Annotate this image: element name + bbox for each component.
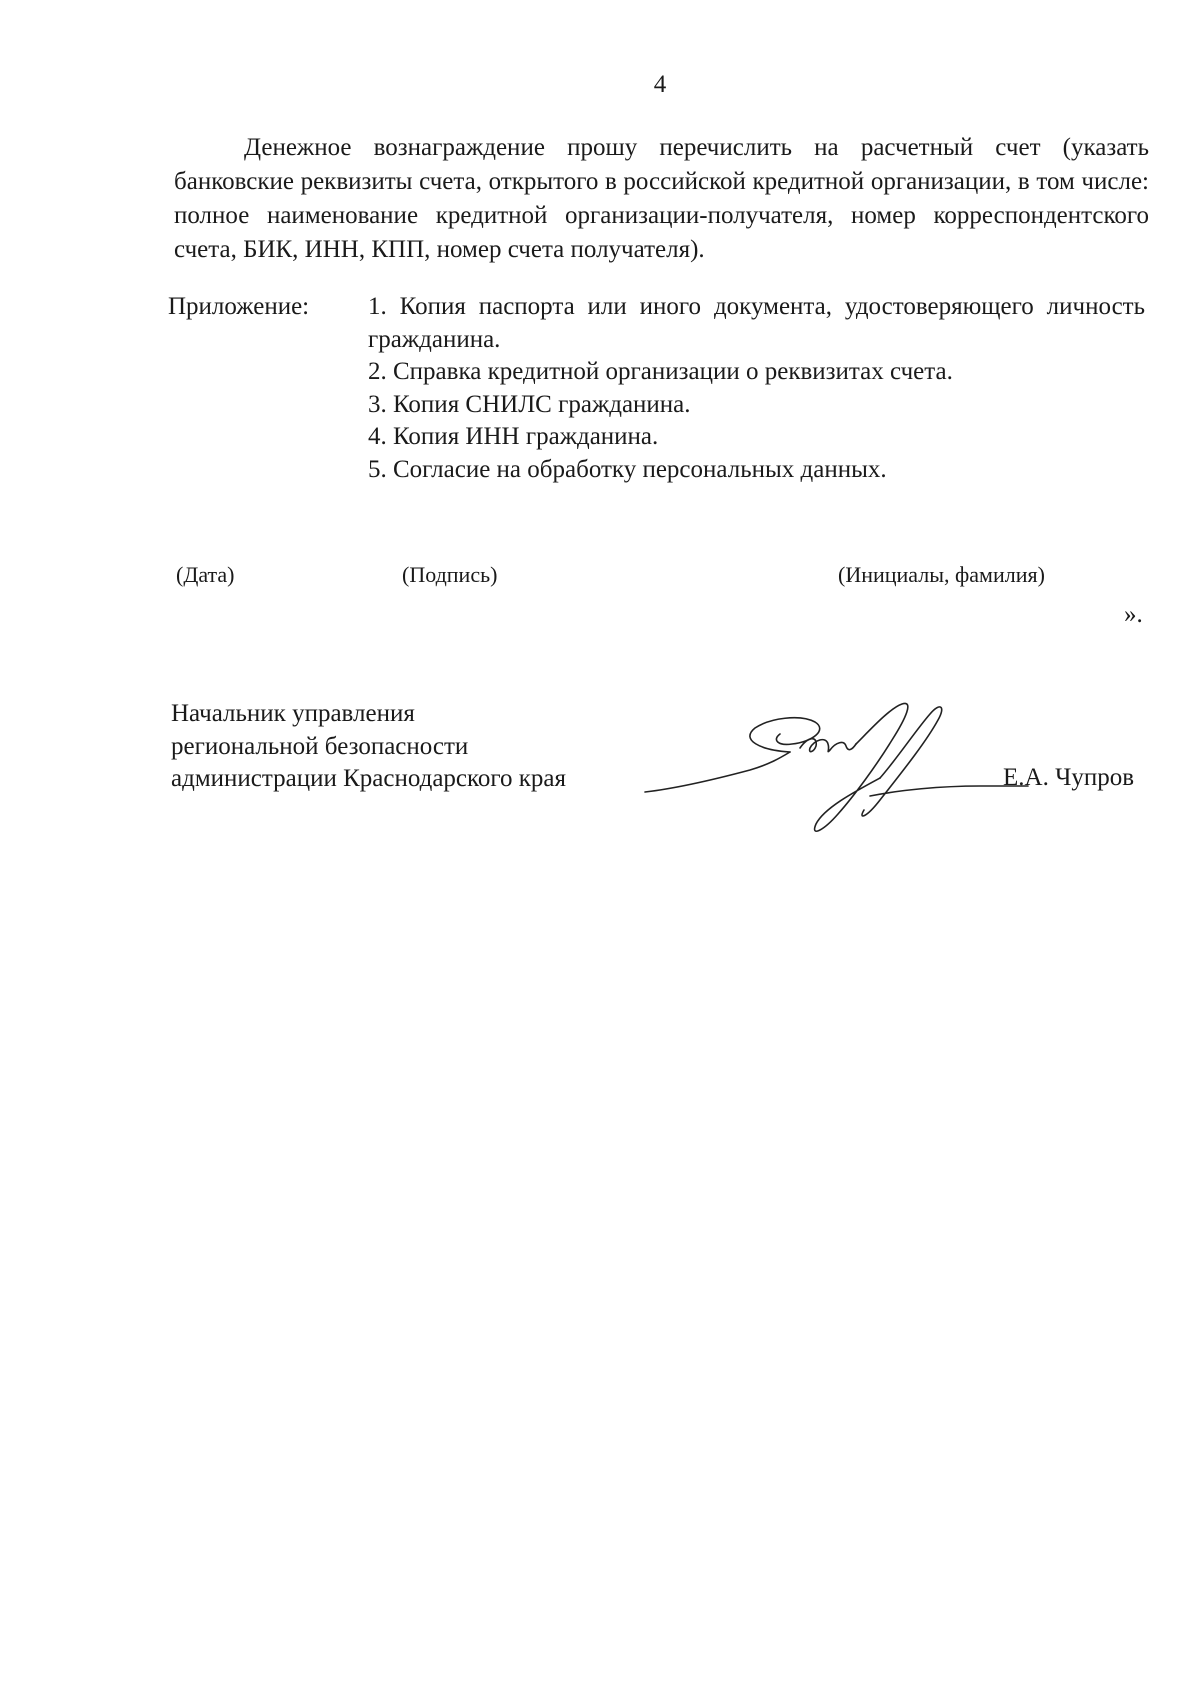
appendix-item: 5. Согласие на обработку персональных данных.	[368, 455, 887, 483]
signer-name: Е.А. Чупров	[1003, 764, 1135, 791]
signature-field-label: (Подпись)	[402, 562, 498, 587]
date-field-label: (Дата)	[176, 562, 235, 587]
official-title-line: администрации Краснодарского края	[171, 765, 567, 792]
appendix-item: 4. Копия ИНН гражданина.	[368, 423, 659, 450]
official-title-line: региональной безопасности	[171, 732, 469, 760]
official-title-line: Начальник управления	[171, 700, 415, 727]
closing-quote: ».	[1124, 601, 1143, 628]
payment-paragraph: Денежное вознаграждение прошу перечислить на расчетный счет (указать банковские реквизиты счета, открытого в российской кредитной организации, в том числе: полное наименование кредитной организации-получателя, номер корреспондентского счета, БИК, ИНН, КПП, номер счета получателя).	[174, 134, 1149, 263]
appendix-list	[368, 291, 1145, 486]
official-title	[171, 698, 566, 796]
name-field-label: (Инициалы, фамилия)	[838, 562, 1045, 587]
page-number: 4	[653, 71, 667, 98]
appendix-item: 3. Копия СНИЛС гражданина.	[368, 390, 691, 418]
appendix-item: 2. Справка кредитной организации о реквизитах счета.	[368, 358, 953, 385]
handwritten-signature	[640, 700, 1040, 840]
appendix-label: Приложение:	[168, 293, 310, 320]
appendix-item: 1. Копия паспорта или иного документа, удостоверяющего личность гражданина.	[368, 293, 1145, 353]
